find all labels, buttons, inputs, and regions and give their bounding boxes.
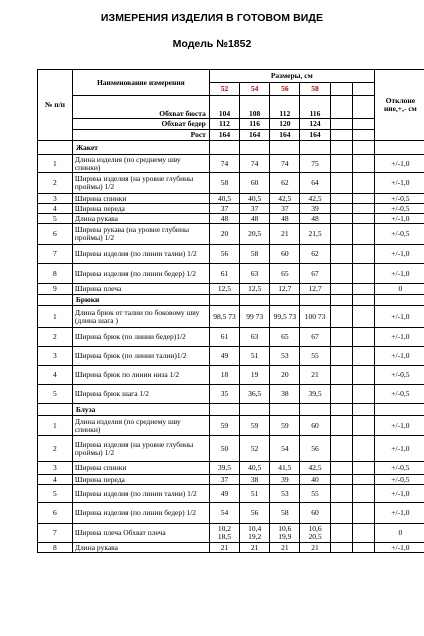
- bust-label: Обхват бюста: [72, 96, 209, 119]
- table-row: [38, 347, 424, 366]
- size-value: 55: [300, 347, 330, 366]
- empty-cell: [374, 404, 424, 416]
- size-value: 63: [240, 264, 270, 284]
- empty-cell: [300, 404, 330, 416]
- row-number: 2: [38, 173, 73, 194]
- row-number: 2: [38, 328, 73, 347]
- bust-value: 108: [240, 96, 270, 119]
- empty-cell: [352, 155, 374, 173]
- empty-cell: [330, 295, 352, 306]
- row-number: 5: [38, 485, 73, 503]
- deviation-value: +/-1,0: [374, 436, 424, 462]
- size-value: 18: [209, 366, 239, 385]
- size-value: 48: [240, 214, 270, 224]
- measurement-name: Длина рукава: [72, 543, 209, 553]
- size-value: 60: [300, 416, 330, 436]
- row-number: 5: [38, 214, 73, 224]
- size-value: 53: [270, 347, 300, 366]
- bust-value: 112: [270, 96, 300, 119]
- empty-cell: [352, 524, 374, 543]
- table-row: [38, 264, 424, 284]
- table-row: [38, 214, 424, 224]
- table-row: [38, 524, 424, 543]
- row-number: 5: [38, 385, 73, 404]
- row-number: 2: [38, 436, 73, 462]
- empty-cell: [374, 295, 424, 306]
- hip-value: 116: [240, 119, 270, 130]
- table-row: [38, 475, 424, 485]
- measurement-name: Ширина плеча Обхват плеча: [72, 524, 209, 543]
- empty-cell: [330, 366, 352, 385]
- deviation-value: +/-1,0: [374, 347, 424, 366]
- empty-cell: [209, 141, 239, 155]
- empty-cell: [374, 141, 424, 155]
- size-value: 12,7: [300, 284, 330, 295]
- table-row: [38, 436, 424, 462]
- deviation-value: +/-1,0: [374, 173, 424, 194]
- size-value: 37: [209, 204, 239, 214]
- size-value: 52: [240, 436, 270, 462]
- size-value: 48: [270, 214, 300, 224]
- row-number: 9: [38, 284, 73, 295]
- deviation-value: +/-0,5: [374, 366, 424, 385]
- empty-cell: [330, 96, 352, 119]
- size-value: 58: [209, 173, 239, 194]
- size-value: 36,5: [240, 385, 270, 404]
- measurement-name: Ширина брюк по линии низа 1/2: [72, 366, 209, 385]
- row-number: 4: [38, 475, 73, 485]
- empty-cell: [352, 436, 374, 462]
- empty-cell: [352, 462, 374, 475]
- empty-cell: [330, 173, 352, 194]
- empty-cell: [330, 416, 352, 436]
- size-label: 58: [300, 83, 330, 96]
- deviation-value: +/-1,0: [374, 485, 424, 503]
- size-value: 10,4 19,2: [240, 524, 270, 543]
- hip-row: [38, 119, 424, 130]
- empty-cell: [240, 141, 270, 155]
- table-row: [38, 284, 424, 295]
- size-value: 58: [240, 245, 270, 264]
- table-row: [38, 385, 424, 404]
- empty-cell: [38, 295, 73, 306]
- empty-cell: [352, 284, 374, 295]
- size-value: 39: [270, 475, 300, 485]
- size-value: 39: [300, 204, 330, 214]
- height-value: 164: [270, 130, 300, 141]
- size-value: 62: [300, 245, 330, 264]
- size-value: 19: [240, 366, 270, 385]
- empty-cell: [300, 141, 330, 155]
- measurement-name: Ширина изделия (по линии талии) 1/2: [72, 245, 209, 264]
- size-value: 54: [270, 436, 300, 462]
- empty-cell: [352, 328, 374, 347]
- empty-cell: [270, 141, 300, 155]
- table-row: [38, 328, 424, 347]
- measurement-name: Ширина спинки: [72, 194, 209, 204]
- measurement-name: Ширина изделия (на уровне глубины проймы) 1/2: [72, 173, 209, 194]
- empty-cell: [352, 404, 374, 416]
- empty-cell: [330, 503, 352, 524]
- size-value: 42,5: [300, 194, 330, 204]
- size-value: 10,2 18,5: [209, 524, 239, 543]
- measurement-name: Ширина изделия (по линии бедер) 1/2: [72, 264, 209, 284]
- row-number: 6: [38, 503, 73, 524]
- deviation-value: 0: [374, 284, 424, 295]
- size-value: 40,5: [209, 194, 239, 204]
- table-row: [38, 173, 424, 194]
- table-row: [38, 416, 424, 436]
- row-number: 3: [38, 347, 73, 366]
- size-value: 21: [209, 543, 239, 553]
- size-value: 48: [209, 214, 239, 224]
- measurement-name: Длина брюк от талии по боковому шву (длина шага ): [72, 306, 209, 328]
- deviation-value: +/-1,0: [374, 503, 424, 524]
- empty-cell: [300, 295, 330, 306]
- table-row: [38, 485, 424, 503]
- empty-cell: [330, 245, 352, 264]
- size-value: 61: [209, 328, 239, 347]
- size-value: 49: [209, 485, 239, 503]
- size-value: 64: [300, 173, 330, 194]
- size-value: 67: [300, 328, 330, 347]
- row-number: 7: [38, 524, 73, 543]
- deviation-value: 0: [374, 524, 424, 543]
- table-row: [38, 462, 424, 475]
- deviation-value: +/-0,5: [374, 194, 424, 204]
- deviation-value: +/-0,5: [374, 475, 424, 485]
- row-number: 4: [38, 366, 73, 385]
- empty-cell: [352, 119, 374, 130]
- size-value: 38: [270, 385, 300, 404]
- empty-cell: [352, 245, 374, 264]
- size-value: 10,6 20,5: [300, 524, 330, 543]
- measurement-name: Ширина изделия (по линии бедер) 1/2: [72, 503, 209, 524]
- empty-cell: [330, 141, 352, 155]
- size-value: 53: [270, 485, 300, 503]
- size-value: 21: [300, 366, 330, 385]
- header-row: [38, 70, 424, 83]
- model-number: Модель №1852: [172, 38, 252, 50]
- empty-cell: [270, 295, 300, 306]
- height-value: 164: [240, 130, 270, 141]
- table-row: [38, 194, 424, 204]
- empty-cell: [352, 173, 374, 194]
- height-value: 164: [209, 130, 239, 141]
- hip-value: 124: [300, 119, 330, 130]
- deviation-value: +/-0,5: [374, 462, 424, 475]
- empty-cell: [330, 404, 352, 416]
- empty-cell: [352, 347, 374, 366]
- header-deviation: Отклоне ние,+,- см: [374, 70, 424, 141]
- empty-cell: [330, 264, 352, 284]
- empty-cell: [38, 141, 73, 155]
- size-value: 42,5: [300, 462, 330, 475]
- height-value: 164: [300, 130, 330, 141]
- height-label: Рост: [72, 130, 209, 141]
- size-value: 48: [300, 214, 330, 224]
- table-row: [38, 224, 424, 245]
- empty-cell: [330, 436, 352, 462]
- deviation-value: +/-0,5: [374, 385, 424, 404]
- empty-cell: [352, 543, 374, 553]
- size-value: 38: [240, 475, 270, 485]
- empty-cell: [352, 485, 374, 503]
- size-value: 12,5: [240, 284, 270, 295]
- measurement-name: Длина изделия (по среднему шву спинки): [72, 416, 209, 436]
- size-value: 55: [300, 485, 330, 503]
- size-value: 59: [209, 416, 239, 436]
- size-value: 50: [209, 436, 239, 462]
- size-value: 60: [240, 173, 270, 194]
- empty-cell: [352, 83, 374, 96]
- size-value: 99 73: [240, 306, 270, 328]
- size-value: 51: [240, 485, 270, 503]
- deviation-value: +/-1,0: [374, 543, 424, 553]
- size-value: 10,6 19,9: [270, 524, 300, 543]
- table-body: [38, 70, 424, 553]
- measurement-name: Ширина изделия (по линии талии) 1/2: [72, 485, 209, 503]
- size-value: 98,5 73: [209, 306, 239, 328]
- row-number: 7: [38, 245, 73, 264]
- row-number: 1: [38, 416, 73, 436]
- size-value: 42,5: [270, 194, 300, 204]
- empty-cell: [330, 119, 352, 130]
- measurement-name: Ширина переда: [72, 204, 209, 214]
- deviation-value: +/-1,0: [374, 245, 424, 264]
- empty-cell: [270, 404, 300, 416]
- size-label: 52: [209, 83, 239, 96]
- empty-cell: [352, 96, 374, 119]
- bust-value: 104: [209, 96, 239, 119]
- empty-cell: [330, 328, 352, 347]
- empty-cell: [38, 404, 73, 416]
- size-value: 100 73: [300, 306, 330, 328]
- empty-cell: [330, 306, 352, 328]
- empty-cell: [352, 130, 374, 141]
- section-row: [38, 295, 424, 306]
- size-value: 56: [209, 245, 239, 264]
- table-row: [38, 155, 424, 173]
- size-value: 51: [240, 347, 270, 366]
- empty-cell: [352, 416, 374, 436]
- size-value: 39,5: [209, 462, 239, 475]
- empty-cell: [330, 284, 352, 295]
- size-value: 12,7: [270, 284, 300, 295]
- size-value: 99,5 73: [270, 306, 300, 328]
- empty-cell: [209, 295, 239, 306]
- empty-cell: [352, 503, 374, 524]
- size-value: 20,5: [240, 224, 270, 245]
- empty-cell: [352, 475, 374, 485]
- measurement-table: [37, 69, 424, 553]
- empty-cell: [330, 214, 352, 224]
- size-value: 60: [300, 503, 330, 524]
- size-value: 56: [240, 503, 270, 524]
- empty-cell: [352, 224, 374, 245]
- empty-cell: [330, 194, 352, 204]
- deviation-value: +/-1,0: [374, 155, 424, 173]
- row-number: 8: [38, 264, 73, 284]
- measurement-name: Ширина брюк (по линии бедер)1/2: [72, 328, 209, 347]
- deviation-value: +/-1,0: [374, 306, 424, 328]
- empty-cell: [209, 404, 239, 416]
- empty-cell: [352, 194, 374, 204]
- measurement-name: Длина изделия (по среднему шву спинки): [72, 155, 209, 173]
- size-value: 40,5: [240, 462, 270, 475]
- size-value: 41,5: [270, 462, 300, 475]
- size-value: 20: [209, 224, 239, 245]
- table-row: [38, 366, 424, 385]
- empty-cell: [330, 385, 352, 404]
- header-num: № п/п: [38, 70, 73, 141]
- size-value: 75: [300, 155, 330, 173]
- header-name: Наименование измерения: [72, 70, 209, 96]
- empty-cell: [352, 264, 374, 284]
- empty-cell: [330, 224, 352, 245]
- size-value: 61: [209, 264, 239, 284]
- table-row: [38, 543, 424, 553]
- size-value: 74: [209, 155, 239, 173]
- size-label: 54: [240, 83, 270, 96]
- table-row: [38, 204, 424, 214]
- table-row: [38, 503, 424, 524]
- measurement-name: Ширина рукава (на уровне глубины проймы) 1/2: [72, 224, 209, 245]
- size-value: 59: [240, 416, 270, 436]
- empty-cell: [352, 366, 374, 385]
- deviation-value: +/-1,0: [374, 416, 424, 436]
- size-value: 21: [300, 543, 330, 553]
- section-title: Блуза: [72, 404, 209, 416]
- size-value: 74: [270, 155, 300, 173]
- size-value: 54: [209, 503, 239, 524]
- empty-cell: [330, 83, 352, 96]
- hip-value: 120: [270, 119, 300, 130]
- table-row: [38, 306, 424, 328]
- empty-cell: [240, 295, 270, 306]
- size-value: 65: [270, 264, 300, 284]
- size-value: 63: [240, 328, 270, 347]
- empty-cell: [352, 306, 374, 328]
- measurement-name: Ширина переда: [72, 475, 209, 485]
- measurement-name: Ширина плеча: [72, 284, 209, 295]
- row-number: 6: [38, 224, 73, 245]
- section-title: Брюки: [72, 295, 209, 306]
- deviation-value: +/-1,0: [374, 264, 424, 284]
- size-value: 40,5: [240, 194, 270, 204]
- row-number: 3: [38, 194, 73, 204]
- measurement-name: Длина рукава: [72, 214, 209, 224]
- document-title: ИЗМЕРЕНИЯ ИЗДЕЛИЯ В ГОТОВОМ ВИДЕ: [100, 12, 324, 24]
- header-sizes: Размеры, см: [209, 70, 374, 83]
- empty-cell: [352, 295, 374, 306]
- size-value: 56: [300, 436, 330, 462]
- section-row: [38, 404, 424, 416]
- size-value: 21: [270, 224, 300, 245]
- empty-cell: [352, 204, 374, 214]
- row-number: 8: [38, 543, 73, 553]
- size-value: 60: [270, 245, 300, 264]
- measurement-name: Ширина изделия (на уровне глубины проймы) 1/2: [72, 436, 209, 462]
- size-value: 58: [270, 503, 300, 524]
- size-value: 35: [209, 385, 239, 404]
- size-value: 37: [270, 204, 300, 214]
- size-value: 21: [240, 543, 270, 553]
- size-label: 56: [270, 83, 300, 96]
- height-row: [38, 130, 424, 141]
- size-value: 39,5: [300, 385, 330, 404]
- row-number: 3: [38, 462, 73, 475]
- size-value: 67: [300, 264, 330, 284]
- empty-cell: [330, 130, 352, 141]
- size-value: 62: [270, 173, 300, 194]
- size-value: 40: [300, 475, 330, 485]
- size-value: 20: [270, 366, 300, 385]
- measurement-name: Ширина брюк шага 1/2: [72, 385, 209, 404]
- size-value: 21,5: [300, 224, 330, 245]
- empty-cell: [330, 485, 352, 503]
- measurement-name: Ширина брюк (по линии талии)1/2: [72, 347, 209, 366]
- size-value: 12,5: [209, 284, 239, 295]
- empty-cell: [330, 204, 352, 214]
- row-number: 1: [38, 306, 73, 328]
- size-value: 37: [240, 204, 270, 214]
- size-value: 65: [270, 328, 300, 347]
- size-value: 59: [270, 416, 300, 436]
- empty-cell: [352, 385, 374, 404]
- hip-label: Обхват бедер: [72, 119, 209, 130]
- deviation-value: +/-1,0: [374, 214, 424, 224]
- deviation-value: +/-1,0: [374, 328, 424, 347]
- empty-cell: [330, 543, 352, 553]
- table-row: [38, 245, 424, 264]
- row-number: 4: [38, 204, 73, 214]
- empty-cell: [330, 155, 352, 173]
- hip-value: 112: [209, 119, 239, 130]
- empty-cell: [330, 475, 352, 485]
- bust-value: 116: [300, 96, 330, 119]
- section-title: Жакет: [72, 141, 209, 155]
- size-value: 37: [209, 475, 239, 485]
- empty-cell: [240, 404, 270, 416]
- section-row: [38, 141, 424, 155]
- measurement-name: Ширина спинки: [72, 462, 209, 475]
- deviation-value: +/-0,5: [374, 224, 424, 245]
- empty-cell: [352, 141, 374, 155]
- empty-cell: [330, 524, 352, 543]
- size-value: 74: [240, 155, 270, 173]
- row-number: 1: [38, 155, 73, 173]
- size-value: 49: [209, 347, 239, 366]
- empty-cell: [352, 214, 374, 224]
- empty-cell: [330, 462, 352, 475]
- empty-cell: [330, 347, 352, 366]
- bust-row: [38, 96, 424, 119]
- size-value: 21: [270, 543, 300, 553]
- deviation-value: +/-0,5: [374, 204, 424, 214]
